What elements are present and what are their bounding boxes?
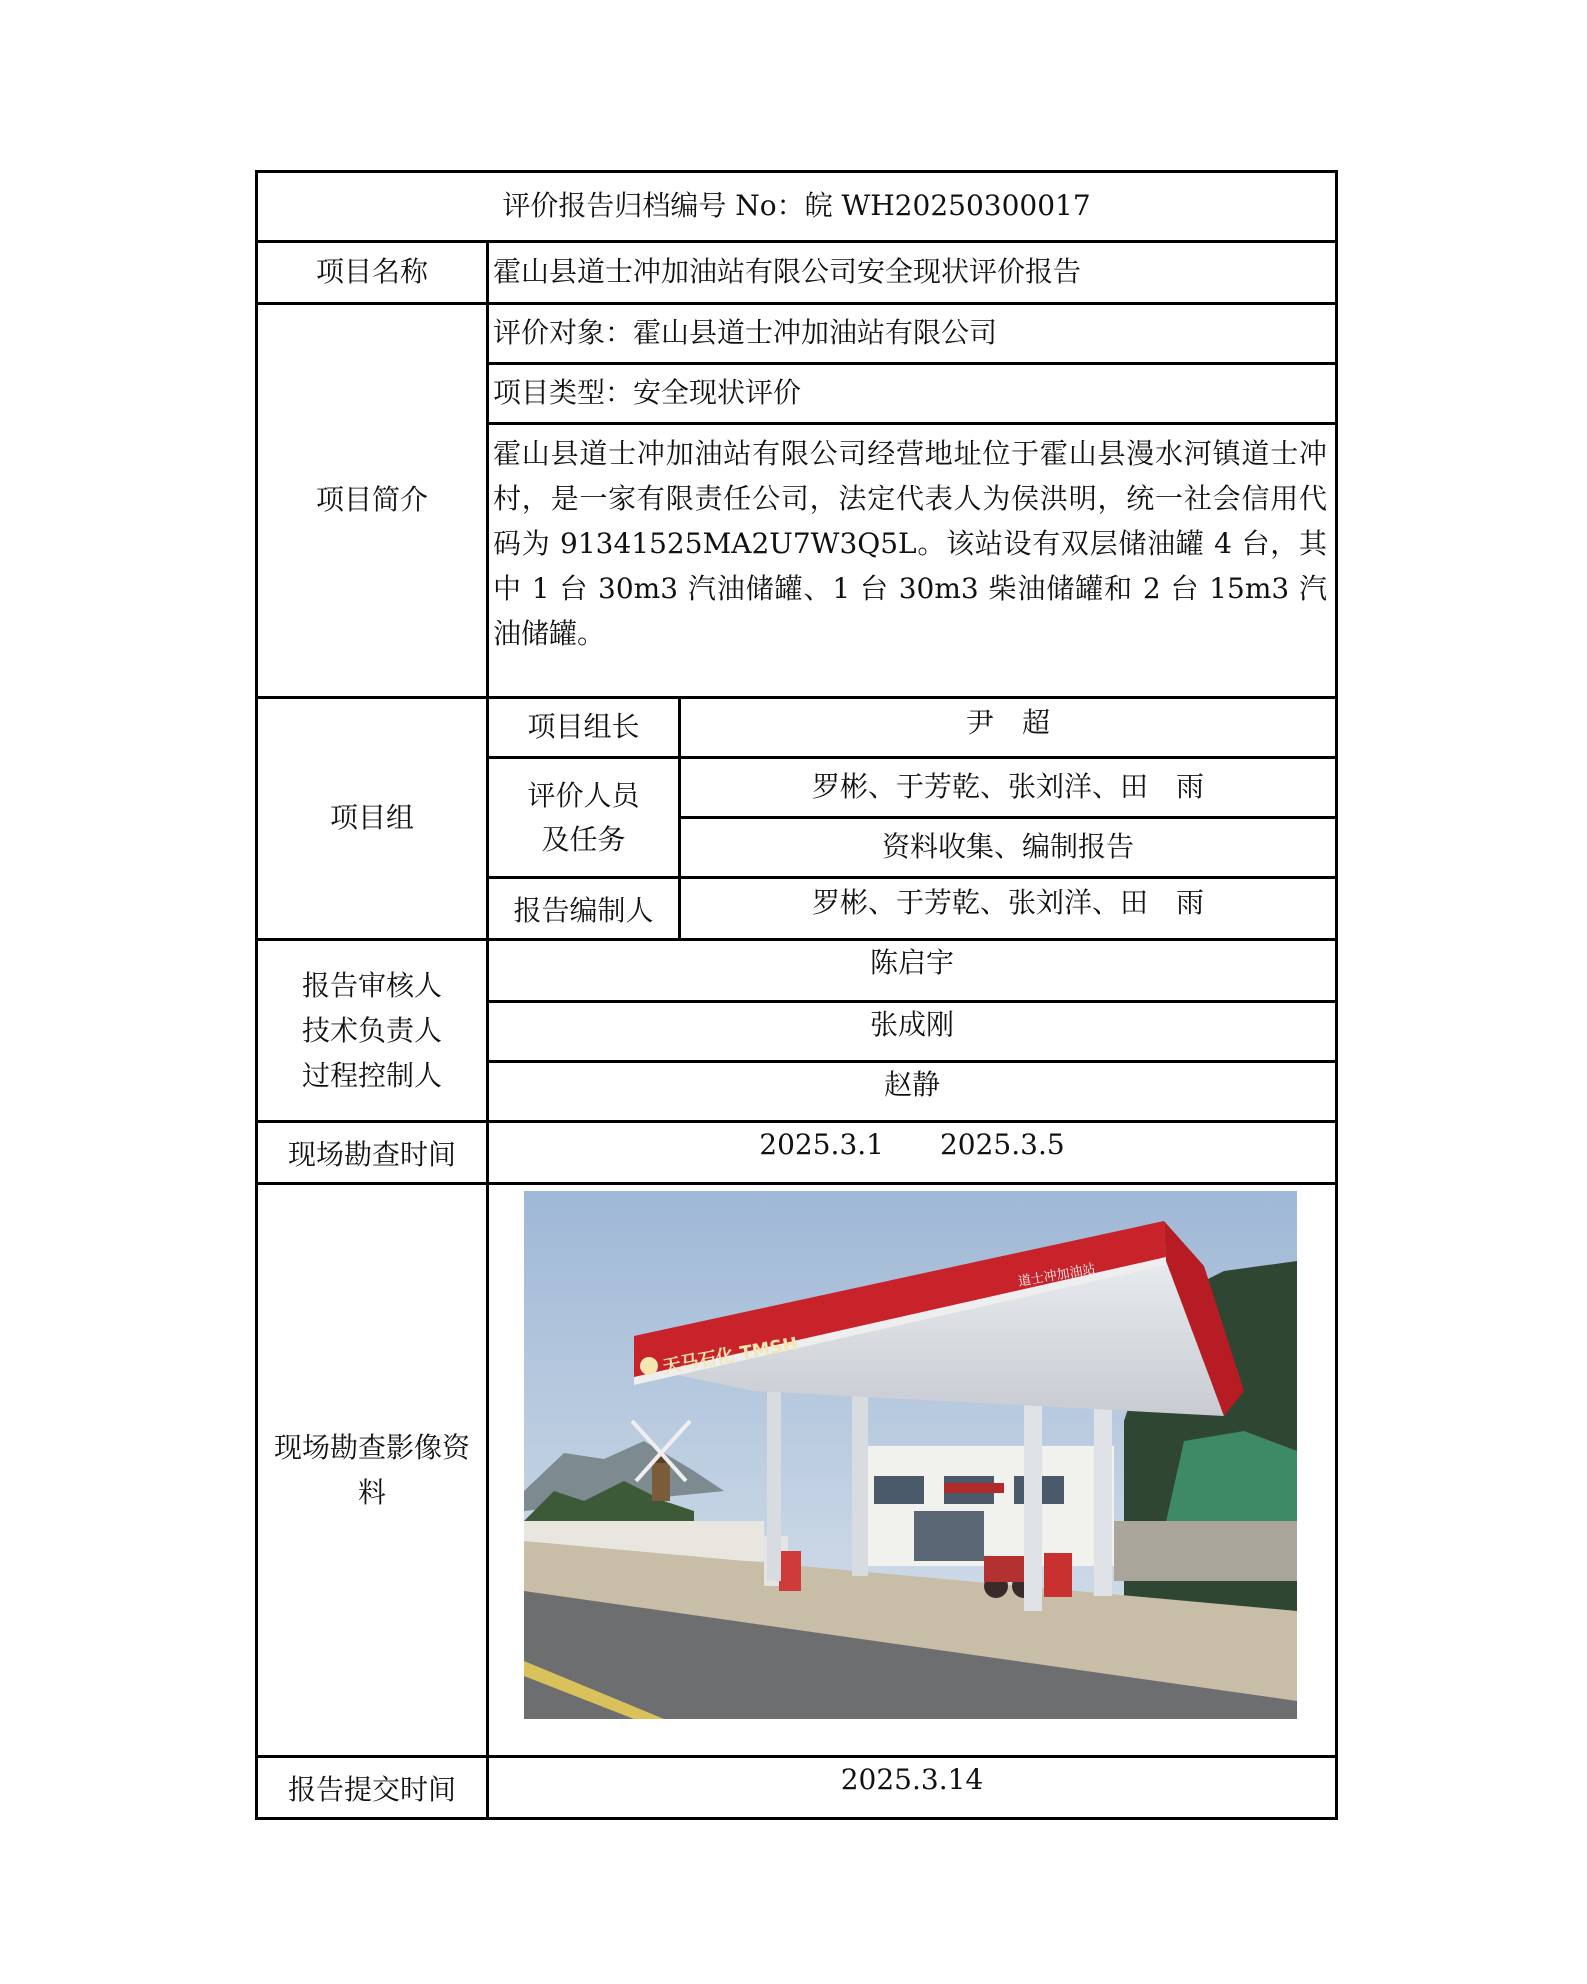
submit-time-value: 2025.3.14 (840, 1763, 984, 1796)
compiler-label: 报告编制人 (513, 894, 654, 928)
reviewers-labels (258, 941, 486, 1120)
evaluators-tasks: 资料收集、编制报告 (881, 830, 1134, 864)
survey-images-label-line-2: 料 (357, 1476, 386, 1509)
team-leader-name: 尹 超 (965, 706, 1050, 739)
survey-images-label (258, 1185, 486, 1755)
evaluators-label-line-2: 及任务 (541, 822, 626, 856)
team-leader-label: 项目组长 (527, 710, 640, 744)
evaluation-object: 评价对象：霍山县道士冲加油站有限公司 (493, 316, 998, 350)
project-summary-label: 项目简介 (315, 483, 428, 517)
survey-time-label: 现场勘查时间 (287, 1138, 456, 1172)
project-team-label: 项目组 (329, 801, 414, 835)
survey-images-label-line-1: 现场勘查影像资 (273, 1431, 470, 1464)
evaluators-label (489, 759, 678, 876)
reviewer-name: 陈启宇 (869, 946, 954, 979)
tech-lead-name: 张成刚 (869, 1008, 954, 1041)
process-controller-name: 赵静 (883, 1068, 940, 1101)
project-name-label: 项目名称 (315, 255, 428, 289)
canopy-station-text: 道士冲加油站 (1017, 1261, 1097, 1290)
evaluators-label-line-1: 评价人员 (527, 778, 640, 812)
reviewer-label: 报告审核人 (301, 969, 442, 1002)
compiler-names: 罗彬、于芳乾、张刘洋、田 雨 (811, 886, 1204, 919)
evaluators-names: 罗彬、于芳乾、张刘洋、田 雨 (811, 770, 1204, 804)
process-controller-label: 过程控制人 (301, 1059, 442, 1092)
canopy-brand-text: 天马石化 TMSH (661, 1333, 800, 1378)
gas-station-photo (524, 1191, 1297, 1719)
project-description: 霍山县道士冲加油站有限公司经营地址位于霍山县漫水河镇道士冲村，是一家有限责任公司，法定代表人为侯洪明，统一社会信用代码为 91341525MA2U7W3Q5L。该站设有双层储油罐 4 台，其中 1 台 30m3 汽油储罐、1 台 30m3 柴油储罐和 2 台 15m3 汽油储罐。 (493, 437, 1327, 650)
survey-time-value: 2025.3.1 2025.3.5 (759, 1128, 1065, 1161)
submit-time-label: 报告提交时间 (287, 1773, 456, 1807)
project-name-value: 霍山县道士冲加油站有限公司安全现状评价报告 (493, 255, 1082, 289)
report-archive-table (255, 170, 1338, 1820)
archive-number: 评价报告归档编号 No：皖 WH20250300017 (502, 189, 1091, 223)
tech-lead-label: 技术负责人 (301, 1014, 442, 1047)
project-type: 项目类型：安全现状评价 (493, 376, 802, 410)
